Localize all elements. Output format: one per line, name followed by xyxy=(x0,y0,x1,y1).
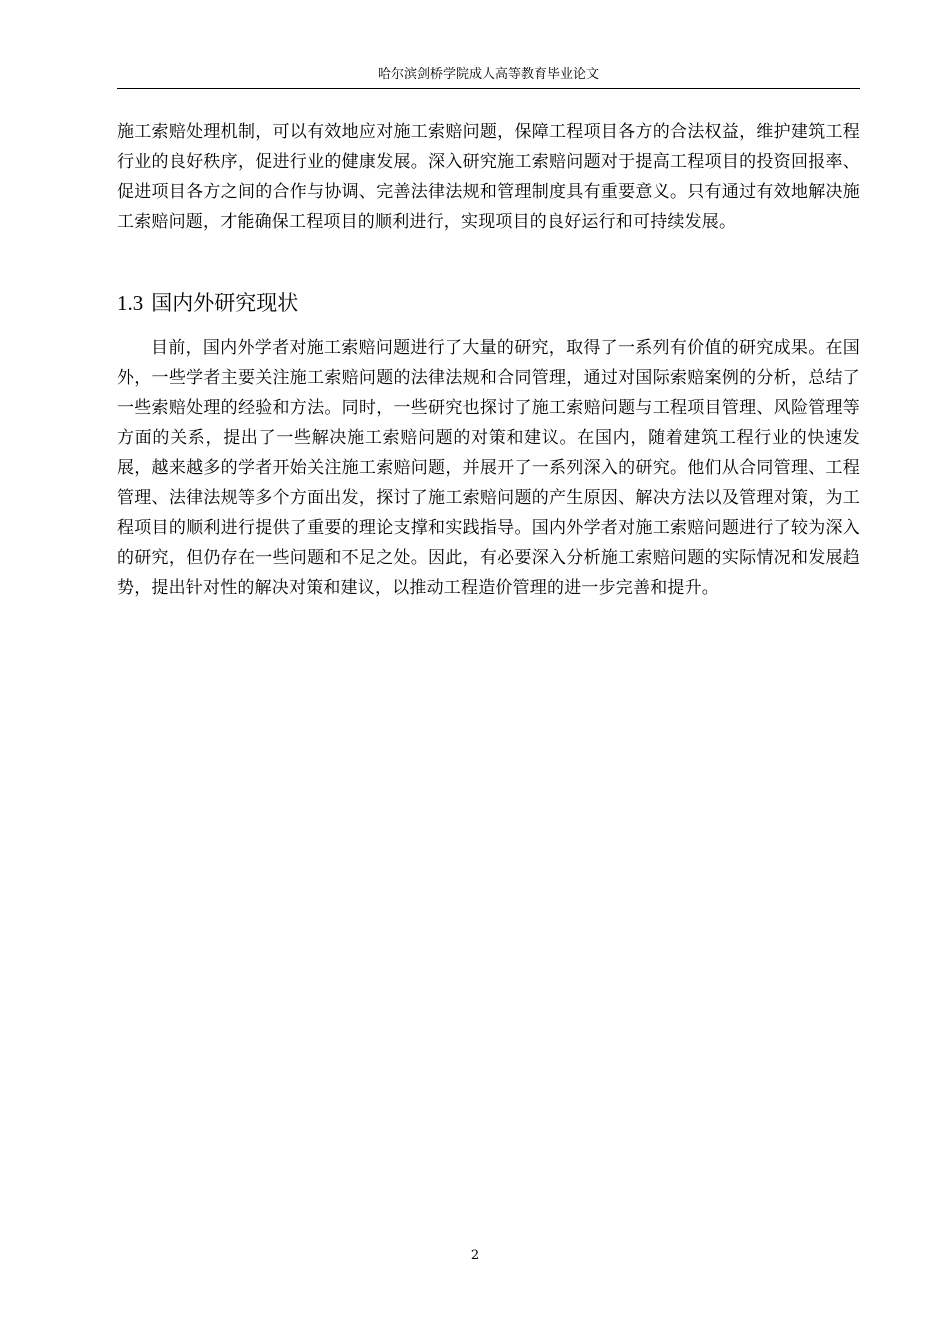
section-title: 国内外研究现状 xyxy=(151,291,299,315)
body-paragraph: 施工索赔处理机制，可以有效地应对施工索赔问题，保障工程项目各方的合法权益，维护建筑工程行业的良好秩序，促进行业的健康发展。深入研究施工索赔问题对于提高工程项目的投资回报率、促进项目各方之间的合作与协调、完善法律法规和管理制度具有重要意义。只有通过有效地解决施工索赔问题，才能确保工程项目的顺利进行，实现项目的良好运行和可持续发展。 xyxy=(117,122,860,232)
section-heading xyxy=(117,287,298,319)
header-title: 哈尔滨剑桥学院成人高等教育毕业论文 xyxy=(377,67,599,82)
page-number: 2 xyxy=(470,1248,480,1263)
page-header xyxy=(117,62,860,89)
section-number: 1.3 xyxy=(117,291,144,315)
body-paragraph: 目前，国内外学者对施工索赔问题进行了大量的研究，取得了一系列有价值的研究成果。在国外，一些学者主要关注施工索赔问题的法律法规和合同管理，通过对国际索赔案例的分析，总结了一些索赔处理的经验和方法。同时，一些研究也探讨了施工索赔问题与工程项目管理、风险管理等方面的关系，提出了一些解决施工索赔问题的对策和建议。在国内，随着建筑工程行业的快速发展，越来越多的学者开始关注施工索赔问题，并展开了一系列深入的研究。他们从合同管理、工程管理、法律法规等多个方面出发，探讨了施工索赔问题的产生原因、解决方法以及管理对策，为工程项目的顺利进行提供了重要的理论支撑和实践指导。国内外学者对施工索赔问题进行了较为深入的研究，但仍存在一些问题和不足之处。因此，有必要深入分析施工索赔问题的实际情况和发展趋势，提出针对性的解决对策和建议，以推动工程造价管理的进一步完善和提升。 xyxy=(117,338,860,598)
